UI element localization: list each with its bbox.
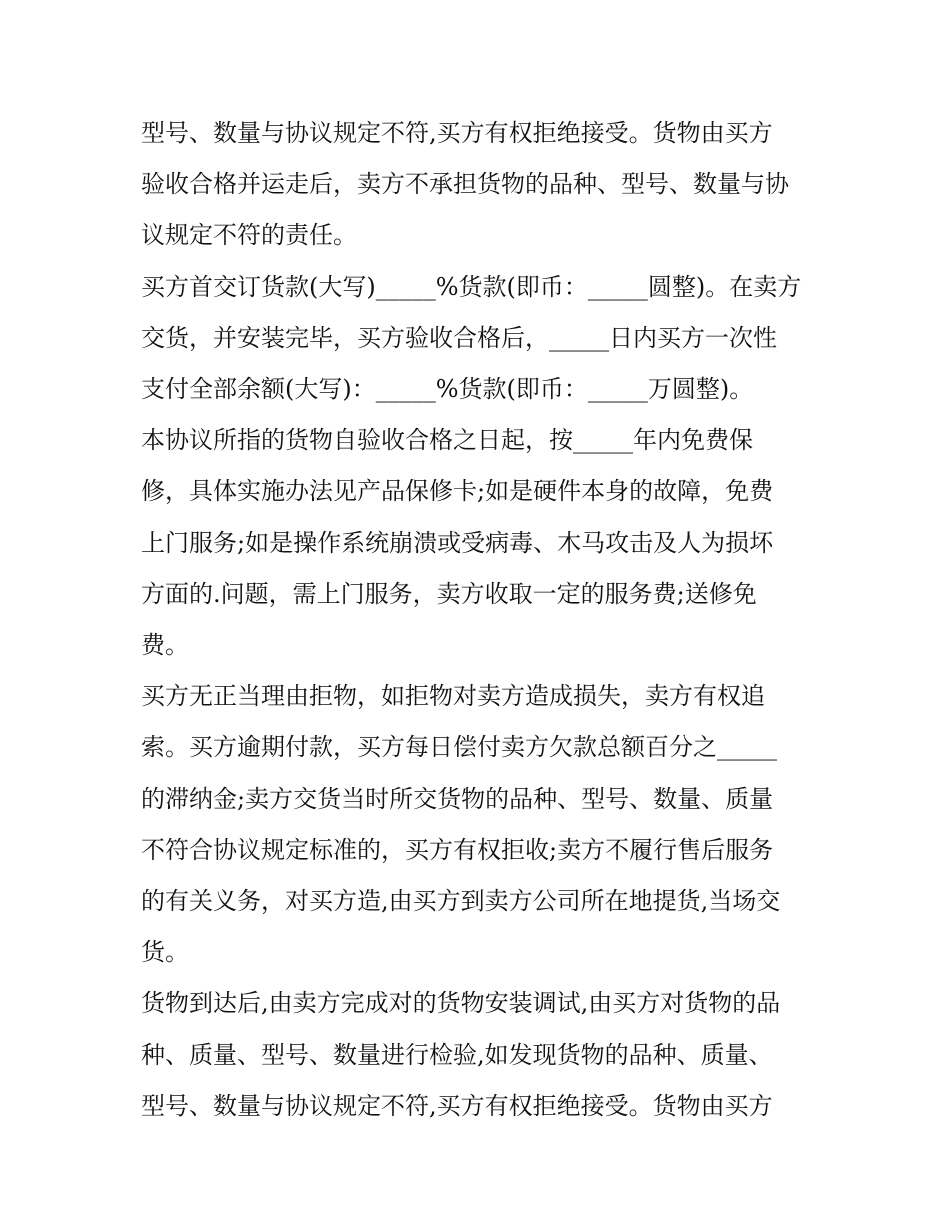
text-line: 种、质量、型号、数量进行检验,如发现货物的品种、质量、 [141,1040,773,1069]
text-line: 上门服务;如是操作系统崩溃或受病毒、木马攻击及人为损坏 [141,528,774,557]
text-line: 买方首交订货款(大写)_____%货款(即币：_____圆整)。在卖方 [141,272,802,301]
text-line: 本协议所指的货物自验收合格之日起，按_____年内免费保 [141,426,753,455]
text-line: 型号、数量与协议规定不符,买方有权拒绝接受。货物由买方 [141,119,773,147]
text-line: 议规定不符的责任。 [141,221,357,250]
text-line: 货物到达后,由卖方完成对的货物安装调试,由买方对货物的品 [141,989,781,1018]
text-line: 型号、数量与协议规定不符,买方有权拒绝接受。货物由买方 [141,1091,773,1120]
text-line: 支付全部余额(大写)：_____%货款(即币：_____万圆整)。 [141,375,754,404]
text-line: 买方无正当理由拒物，如拒物对卖方造成损失，卖方有权追 [141,682,765,711]
text-line: 验收合格并运走后，卖方不承担货物的品种、型号、数量与协 [141,170,789,199]
text-line: 费。 [141,631,189,660]
contract-text-body [141,108,831,1132]
text-line: 交货，并安装完毕，买方验收合格后，_____日内买方一次性 [141,323,777,352]
text-line: 不符合协议规定标准的，买方有权拒收;卖方不履行售后服务 [141,835,774,864]
text-line: 索。买方逾期付款，买方每日偿付卖方欠款总额百分之_____ [141,733,777,762]
text-line: 货。 [141,938,189,967]
text-line: 的有关义务，对买方造,由买方到卖方公司所在地提货,当场交 [141,887,781,916]
text-line: 方面的.问题，需上门服务，卖方收取一定的服务费;送修免 [141,579,757,608]
text-line: 修，具体实施办法见产品保修卡;如是硬件本身的故障，免费 [141,477,774,506]
text-line: 的滞纳金;卖方交货当时所交货物的品种、型号、数量、质量 [141,784,774,813]
